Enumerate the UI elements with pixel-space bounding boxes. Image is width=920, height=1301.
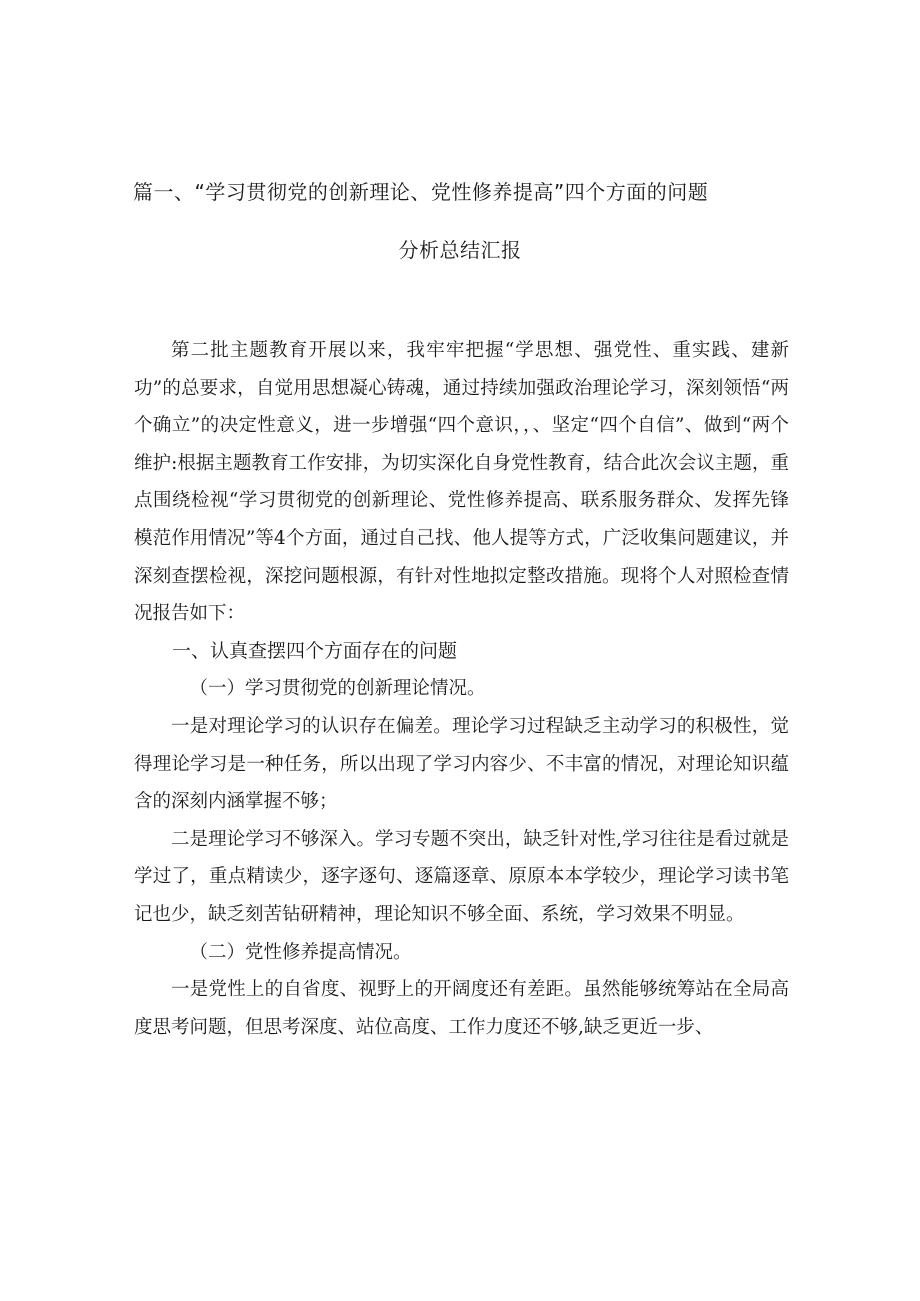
intro-paragraph: 第二批主题教育开展以来，我牢牢把握“学思想、强党性、重实践、建新功”的总要求，自觉用思想凝心铸魂，通过持续加强政治理论学习，深刻领悟“两个确立”的决定性意义，进一步增强“四个意识，，、坚定“四个自信”、做到“两个维护:根据主题教育工作安排，为切实深化自身党性教育，结合此次会议主题，重点围绕检视“学习贯彻党的创新理论、党性修养提高、联系服务群众、发挥先锋模范作用情况”等4个方面，通过自己找、他人提等方式，广泛收集问题建议，并深刻查摆检视，深挖问题根源，有针对性地拟定整改措施。现将个人对照检查情况报告如下： bbox=[134, 340, 789, 625]
section-heading-1: 一、认真查摆四个方面存在的问题 bbox=[172, 639, 458, 662]
body-paragraph-2: 二是理论学习不够深入。学习专题不突出，缺乏针对性,学习往往是看过就是学过了，重点精读少，逐字逐句、逐篇逐章、原原本本学较少，理论学习读书笔记也少，缺乏刻苦钻研精神，理论知识不够全面、系统，学习效果不明显。 bbox=[134, 828, 789, 925]
document-title-line-2: 分析总结汇报 bbox=[398, 238, 522, 262]
document-body bbox=[134, 332, 789, 1046]
body-paragraph-3: 一是党性上的自省度、视野上的开阔度还有差距。虽然能够统筹站在全局高度思考问题，但思考深度、站位高度、工作力度还不够,缺乏更近一步、 bbox=[134, 979, 789, 1038]
subsection-heading-2: （二）党性修养提高情况。 bbox=[189, 941, 412, 963]
body-paragraph-1: 一是对理论学习的认识存在偏差。理论学习过程缺乏主动学习的积极性，觉得理论学习是一种任务，所以出现了学习内容少、不丰富的情况，对理论知识蕴含的深刻内涵掌握不够； bbox=[134, 715, 789, 813]
subsection-heading-1: （一）学习贯彻党的创新理论情况。 bbox=[189, 678, 486, 700]
document-title-line-1: 篇一、“学习贯彻党的创新理论、党性修养提高”四个方面的问题 bbox=[133, 180, 709, 204]
